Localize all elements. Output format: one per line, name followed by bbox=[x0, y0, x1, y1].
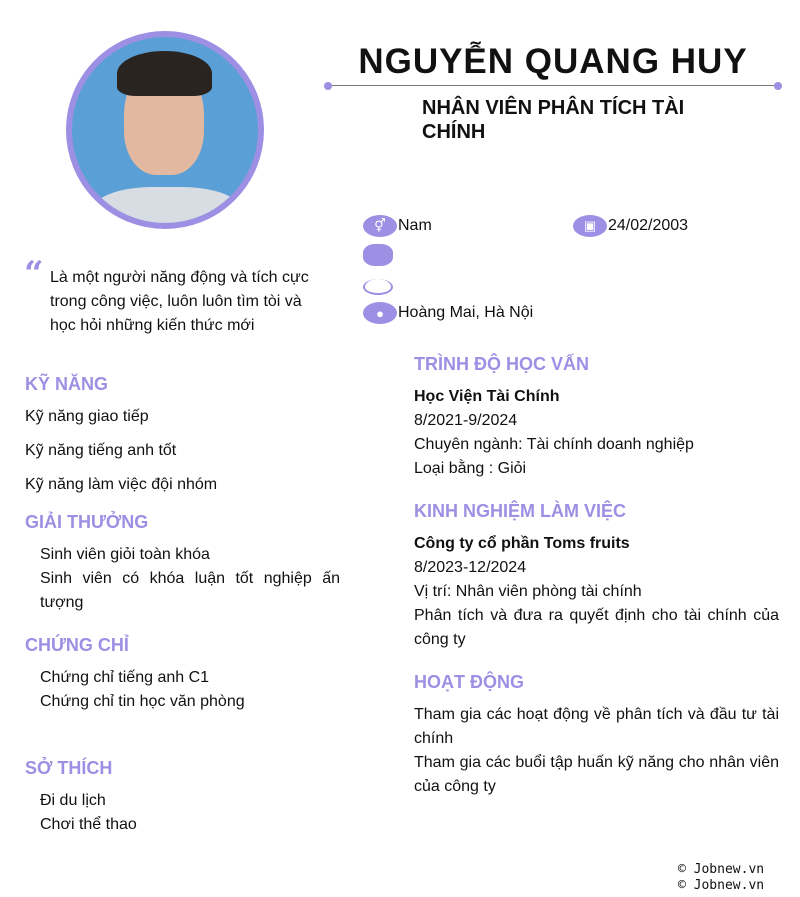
dob: 24/02/2003 bbox=[608, 217, 689, 234]
certs-heading: CHỨNG CHỈ bbox=[25, 635, 129, 655]
experience-heading: KINH NGHIỆM LÀM VIỆC bbox=[414, 501, 627, 521]
activities-heading: HOẠT ĐỘNG bbox=[414, 672, 524, 692]
experience-section bbox=[414, 501, 779, 652]
experience-desc: Phân tích và đưa ra quyết định cho tài chính của công ty bbox=[414, 607, 779, 648]
job-title: NHÂN VIÊN PHÂN TÍCH TÀI CHÍNH bbox=[422, 97, 685, 143]
cert-item: Chứng chỉ tin học văn phòng bbox=[40, 693, 245, 710]
address: Hoàng Mai, Hà Nội bbox=[398, 304, 534, 321]
avatar-shirt bbox=[92, 187, 242, 229]
candidate-name: NGUYỄN QUANG HUY bbox=[358, 42, 748, 81]
divider-dot bbox=[774, 82, 782, 90]
awards-section bbox=[25, 512, 340, 615]
footer-watermark: © Jobnew.vn bbox=[678, 878, 765, 893]
divider bbox=[328, 85, 778, 86]
certs-section bbox=[25, 635, 340, 714]
school: Học Viện Tài Chính bbox=[414, 388, 560, 405]
avatar bbox=[66, 31, 264, 229]
activity-item: Tham gia các hoạt động về phân tích và đầu tư tài chính bbox=[414, 706, 779, 747]
company: Công ty cổ phần Toms fruits bbox=[414, 535, 630, 552]
education-section bbox=[414, 354, 779, 481]
email-icon bbox=[363, 279, 393, 295]
cert-item: Chứng chỉ tiếng anh C1 bbox=[40, 669, 210, 686]
hobby-item: Đi du lịch bbox=[40, 792, 106, 809]
activities-section bbox=[414, 672, 779, 799]
location-icon: ● bbox=[363, 302, 397, 324]
quote-icon: “ bbox=[24, 254, 44, 294]
objective: Là một người năng động và tích cực trong công việc, luôn luôn tìm tòi và học hỏi những kiến thức mới bbox=[50, 269, 309, 334]
position: Vị trí: Nhân viên phòng tài chính bbox=[414, 583, 642, 600]
skill-item: Kỹ năng giao tiếp bbox=[25, 408, 149, 425]
hobby-item: Chơi thể thao bbox=[40, 816, 137, 833]
footer-watermark: © Jobnew.vn bbox=[678, 862, 765, 877]
grade: Loại bằng : Giỏi bbox=[414, 460, 527, 477]
skills-section bbox=[25, 374, 340, 497]
awards-heading: GIẢI THƯỞNG bbox=[25, 512, 149, 532]
awards-list bbox=[25, 543, 340, 615]
avatar-hair bbox=[117, 51, 212, 96]
award-item: Sinh viên giỏi toàn khóa bbox=[40, 546, 210, 563]
divider-dot bbox=[324, 82, 332, 90]
certs-list bbox=[25, 666, 340, 714]
major: Chuyên ngành: Tài chính doanh nghiệp bbox=[414, 436, 694, 453]
education-heading: TRÌNH ĐỘ HỌC VẤN bbox=[414, 354, 589, 374]
activity-item: Tham gia các buổi tập huấn kỹ năng cho nhân viên của công ty bbox=[414, 754, 779, 795]
gender: Nam bbox=[398, 217, 432, 234]
hobbies-list bbox=[25, 789, 340, 837]
gender-icon: ⚥ bbox=[363, 215, 397, 237]
award-item: Sinh viên có khóa luận tốt nghiệp ấn tượng bbox=[40, 570, 340, 611]
phone-icon bbox=[363, 244, 393, 266]
skill-item: Kỹ năng tiếng anh tốt bbox=[25, 442, 177, 459]
skill-item: Kỹ năng làm việc đội nhóm bbox=[25, 476, 218, 493]
hobbies-section bbox=[25, 758, 340, 837]
experience-period: 8/2023-12/2024 bbox=[414, 559, 527, 576]
skills-heading: KỸ NĂNG bbox=[25, 374, 109, 394]
education-period: 8/2021-9/2024 bbox=[414, 412, 518, 429]
hobbies-heading: SỞ THÍCH bbox=[25, 758, 113, 778]
calendar-icon: ▣ bbox=[573, 215, 607, 237]
